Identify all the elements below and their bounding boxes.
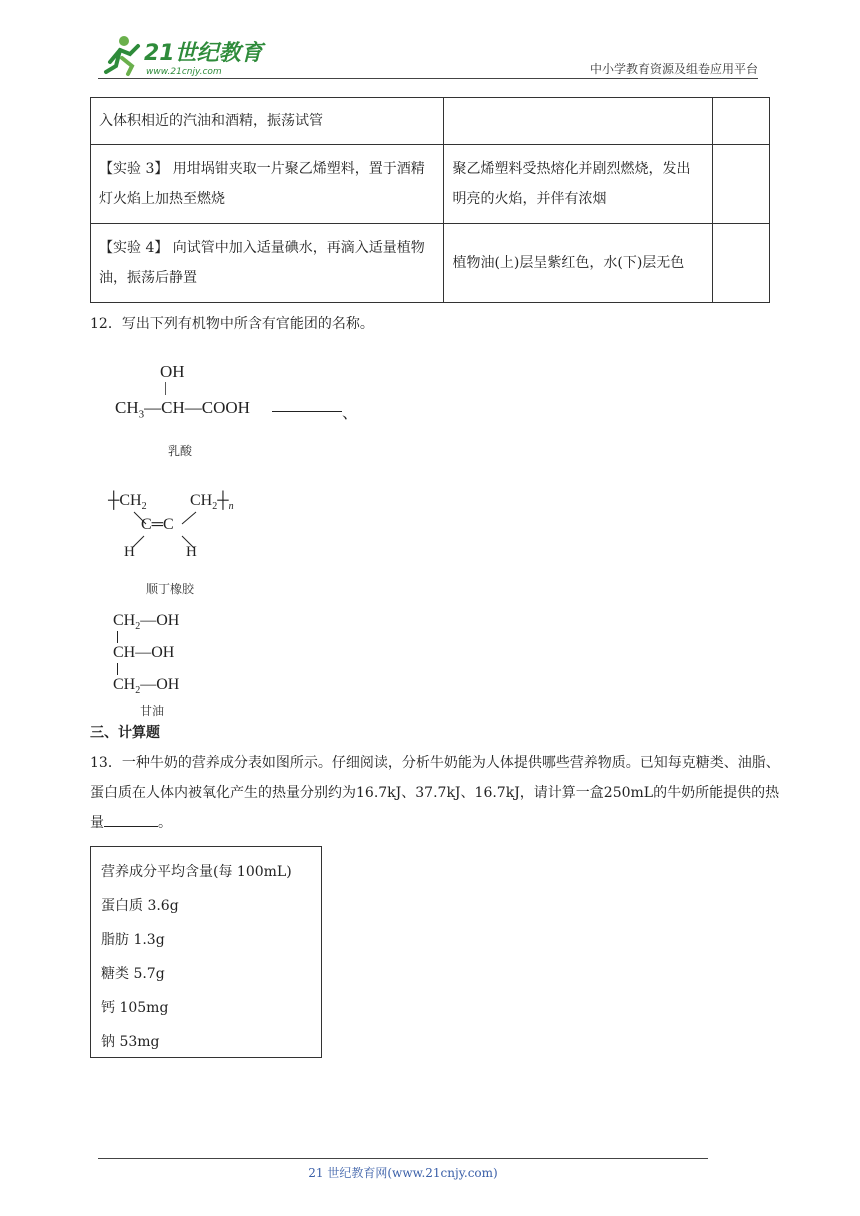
lactic-formula: $CH_3—CH—COOH$ [115, 398, 250, 421]
glycerol-bond-1 [117, 631, 118, 643]
table-cell: 入体积相近的汽油和酒精，振荡试管 [91, 98, 444, 145]
platform-name: 中小学教育资源及组卷应用平台 [589, 62, 758, 76]
nutrition-item: 钠 53mg [101, 1034, 160, 1050]
lactic-separator: 、 [342, 405, 359, 422]
nutrition-table [90, 846, 322, 1058]
table-row [91, 98, 770, 145]
rubber-h-right: H [186, 544, 197, 560]
table-row [91, 224, 770, 303]
question-13: 13．一种牛奶的营养成分表如图所示。仔细阅读，分析牛奶能为人体提供哪些营养物质。已知每克糖类、油脂、蛋白质在人体内被氧化产生的热量分别约为16.7kJ、37.7kJ、16.7kJ，请计算一盒250mL的牛奶所能提供的热量 。 [90, 755, 780, 831]
nutrition-item: 糖类 5.7g [101, 966, 165, 982]
nutrition-item: 钙 105mg [101, 1000, 169, 1016]
table-cell: 植物油(上)层呈紫红色，水(下)层无色 [444, 224, 713, 303]
header-divider [98, 78, 758, 79]
table-cell: 聚乙烯塑料受热熔化并剧烈燃烧，发出明亮的火焰，并伴有浓烟 [444, 145, 713, 224]
glycerol-row3: $CH_2—OH$ [113, 676, 180, 697]
experiment-table [90, 97, 770, 303]
rubber-double-bond: C═C [141, 516, 174, 533]
rubber-h-left: H [124, 544, 135, 560]
runner-logo-icon [98, 32, 268, 78]
question-12: 12．写出下列有机物中所含有官能团的名称。 [90, 316, 374, 332]
page-header [98, 32, 758, 80]
glycerol-bond-2 [117, 663, 118, 675]
rubber-caption: 顺丁橡胶 [146, 582, 195, 596]
glycerol-caption: 甘油 [140, 704, 165, 718]
answer-blank-1[interactable] [272, 411, 342, 412]
rubber-top: $┼CH_2$ [108, 492, 147, 513]
lactic-bond: | [164, 380, 168, 396]
footer-link[interactable]: 21 世纪教育网(www.21cnjy.com) [308, 1166, 498, 1180]
svg-text:21世纪教育: 21世纪教育 [144, 41, 263, 66]
lactic-oh: OH [160, 362, 185, 381]
answer-blank-2[interactable] [104, 814, 158, 827]
glycerol-row2: CH—OH [113, 644, 175, 661]
rubber-top-right: $CH_2┼_n$ [190, 492, 234, 513]
section-heading: 三、计算题 [90, 725, 160, 741]
glycerol-row1: $CH_2—OH$ [113, 612, 180, 633]
table-cell [713, 145, 770, 224]
lactic-caption: 乳酸 [168, 444, 193, 458]
nutrition-title: 营养成分平均含量(每 100mL) [101, 864, 292, 880]
table-cell [713, 98, 770, 145]
table-cell [444, 98, 713, 145]
table-cell [713, 224, 770, 303]
table-cell: 【实验 3】 用坩埚钳夹取一片聚乙烯塑料，置于酒精灯火焰上加热至燃烧 [91, 145, 444, 224]
table-row [91, 145, 770, 224]
nutrition-item: 脂肪 1.3g [101, 932, 165, 948]
site-logo [98, 32, 268, 78]
svg-text:www.21cnjy.com: www.21cnjy.com [146, 67, 222, 77]
nutrition-item: 蛋白质 3.6g [101, 898, 179, 914]
table-cell: 【实验 4】 向试管中加入适量碘水，再滴入适量植物油，振荡后静置 [91, 224, 444, 303]
footer-divider [98, 1158, 708, 1159]
